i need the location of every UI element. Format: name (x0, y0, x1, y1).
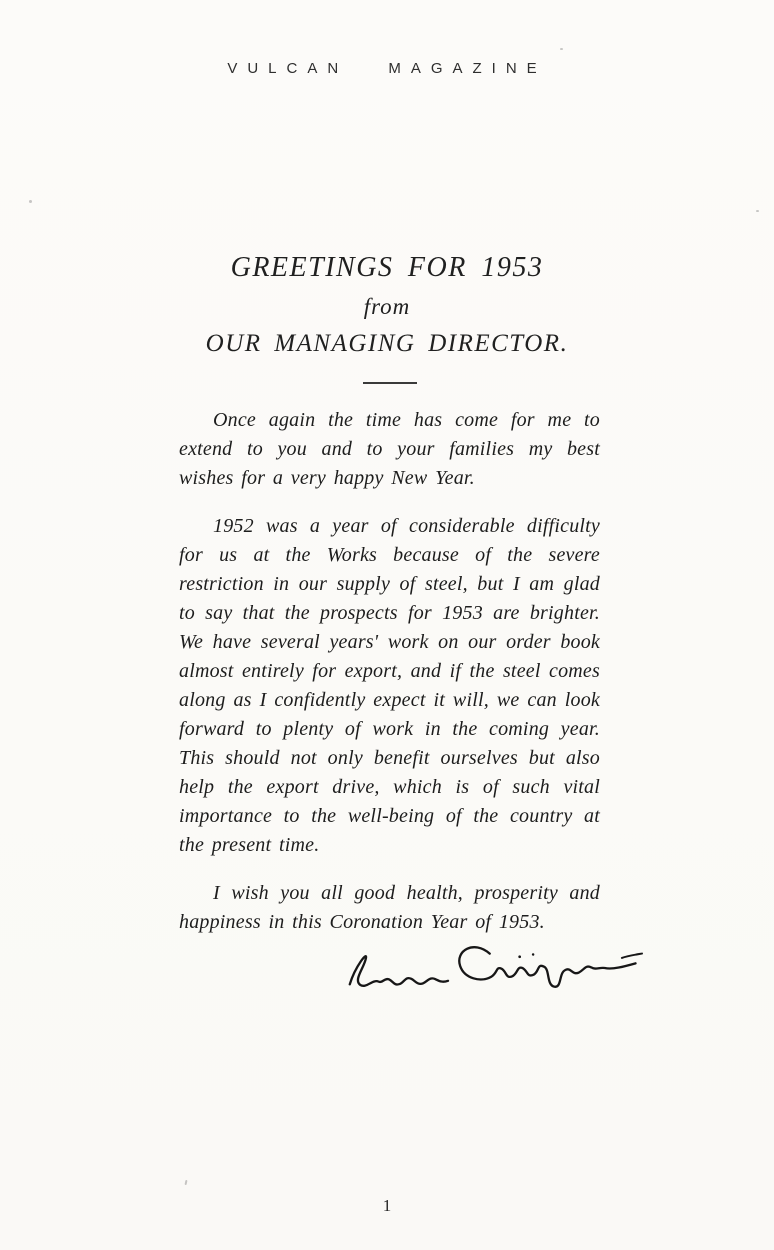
page-number: 1 (382, 1196, 392, 1215)
article-title-line-3: OUR MANAGING DIRECTOR. (205, 330, 569, 357)
article-body (179, 406, 600, 937)
article-title-block (0, 251, 774, 360)
running-head: VULCAN MAGAZINE (227, 60, 547, 77)
signature-image (333, 929, 653, 1009)
scan-speck (29, 200, 32, 203)
article-title-line-1: GREETINGS FOR 1953 (230, 252, 544, 283)
paragraph-3: I wish you all good health, prosperity and happiness in this Coronation Year of 1953. (179, 882, 600, 933)
paragraph-1: Once again the time has come for me to extend to you and to your families my best wishes for a very happy New Year. (179, 409, 600, 489)
article-title-line-2: from (363, 294, 411, 319)
managing-director-signature (333, 929, 653, 1009)
divider-rule (363, 382, 417, 384)
paragraph-2: 1952 was a year of considerable difficulty for us at the Works because of the severe restriction in our supply of steel, but I am glad to say that the prospects for 1953 are brighter. We have several years' work on our order book almost entirely for export, and if the steel comes along as I confidently expect it will, we can look forward to plenty of work in the coming year. This should not only benefit ourselves but also help the export drive, which is of such vital importance to the well-being of the country at the present time. (179, 515, 600, 856)
scan-speck (756, 210, 759, 212)
scan-speck (185, 1180, 188, 1185)
scan-speck (560, 48, 563, 50)
